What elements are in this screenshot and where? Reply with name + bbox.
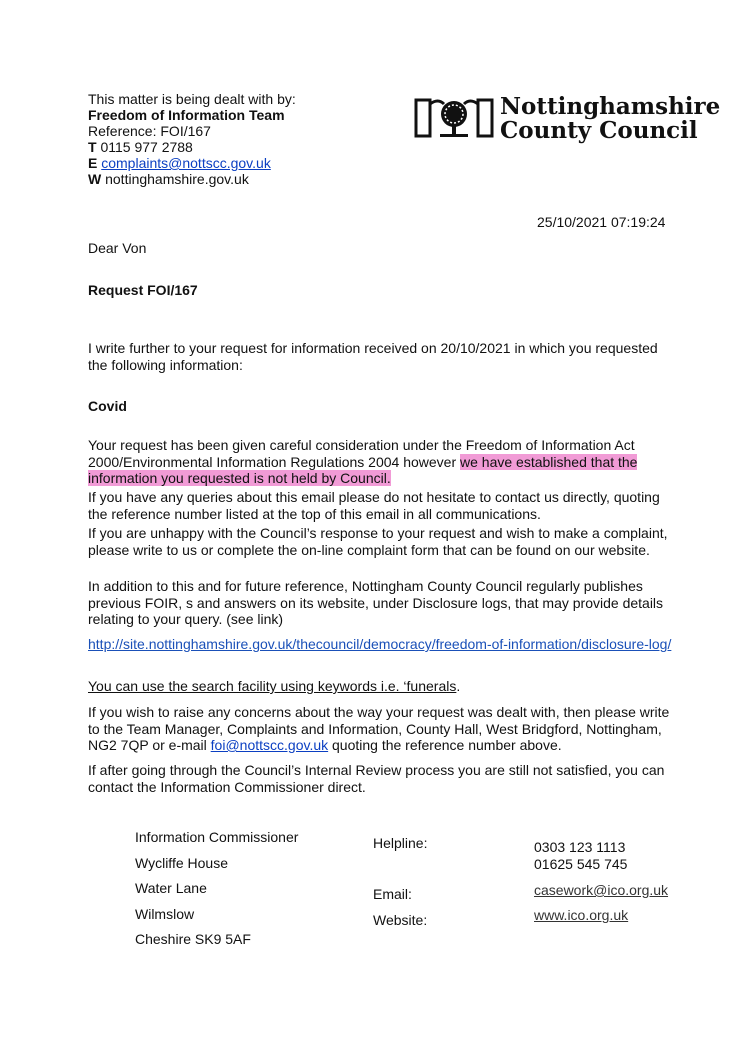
sender-email-link[interactable]: complaints@nottscc.gov.uk [101, 155, 271, 171]
complaint-paragraph: If you are unhappy with the Council’s response to your request and wish to make a complaint, please write to us or complete the on-line complaint form that can be found on our website. [88, 525, 668, 558]
response-text: Your request has been given careful consideration under the Freedom of Information Act 2000/Environmental Information Regulations 2004 however [88, 437, 635, 470]
disclosure-paragraph: In addition to this and for future reference, Nottingham County Council regularly publishes previous FOIR, s and answers on its website, under Disclosure logs, that may provide details relating to your query. (see link) [88, 578, 664, 627]
logo-line-1: Nottinghamshire [500, 93, 721, 120]
ico-website-label: Website: [373, 912, 428, 928]
ico-address-line: Water Lane [135, 880, 207, 896]
disclosure-link-block [88, 636, 678, 653]
concerns-paragraph [88, 704, 673, 754]
helpline-label: Helpline: [373, 835, 428, 851]
request-title: Request FOI/167 [88, 282, 198, 298]
not-held-highlight: we have established that the information you requested is not held by Council. [88, 453, 638, 486]
council-logo [414, 93, 721, 148]
web-value: nottinghamshire.gov.uk [105, 171, 249, 187]
web-label: W [88, 171, 102, 187]
sender-team: Freedom of Information Team [88, 107, 285, 123]
letter-date: 25/10/2021 07:19:24 [537, 214, 666, 230]
request-topic: Covid [88, 398, 127, 414]
foi-email-link[interactable]: foi@nottscc.gov.uk [210, 737, 329, 753]
sender-intro: This matter is being dealt with by: [88, 91, 296, 107]
ico-email-label: Email: [373, 886, 412, 902]
ico-address [135, 825, 298, 953]
concerns-text: If you wish to raise any concerns about the way your request was dealt with, then please write to the Team Manager, Complaints and Information, County Hall, West Bridgford, Nottingham, NG2 7QP or e-mail [88, 704, 670, 753]
email-label: E [88, 155, 98, 171]
ico-email-link[interactable]: casework@ico.org.uk [534, 882, 669, 898]
response-paragraph [88, 437, 668, 487]
concerns-text-end: quoting the reference number above. [328, 737, 562, 753]
ico-address-line: Wilmslow [135, 905, 195, 922]
search-note-text: You can use the search facility using keywords i.e. ‘funerals [88, 678, 457, 694]
ico-website-wrap [534, 907, 628, 924]
ico-email-wrap [534, 882, 668, 899]
logo-line-2: County Council [500, 117, 698, 144]
search-note [88, 678, 460, 694]
phone-value: 0115 977 2788 [100, 139, 193, 155]
salutation: Dear Von [88, 240, 147, 256]
intro-paragraph: I write further to your request for information received on 20/10/2021 in which you requested the following information: [88, 340, 658, 373]
council-crest-icon [414, 94, 494, 142]
sender-phone [88, 139, 296, 155]
queries-paragraph: If you have any queries about this email please do not hesitate to contact us directly, quoting the reference number listed at the top of this email in all communications. [88, 489, 660, 522]
ico-address-line: Information Commissioner [135, 829, 299, 845]
helpline-number-2: 01625 545 745 [534, 856, 628, 872]
sender-block [88, 91, 296, 187]
ico-address-line: Wycliffe House [135, 854, 228, 871]
review-paragraph: If after going through the Council’s Internal Review process you are still not satisfied, you can contact the Information Commissioner direct. [88, 762, 665, 795]
sender-web [88, 171, 296, 187]
ico-website-link[interactable]: www.ico.org.uk [534, 907, 629, 923]
helpline-number-1: 0303 123 1113 [534, 839, 626, 855]
phone-label: T [88, 139, 97, 155]
search-note-end: . [456, 678, 461, 694]
ico-address-line: Cheshire SK9 5AF [135, 931, 251, 947]
sender-reference: Reference: FOI/167 [88, 123, 211, 139]
sender-email [88, 155, 296, 171]
disclosure-log-link[interactable]: http://site.nottinghamshire.gov.uk/thecouncil/democracy/freedom-of-information/disclosure-log/ [88, 636, 672, 652]
